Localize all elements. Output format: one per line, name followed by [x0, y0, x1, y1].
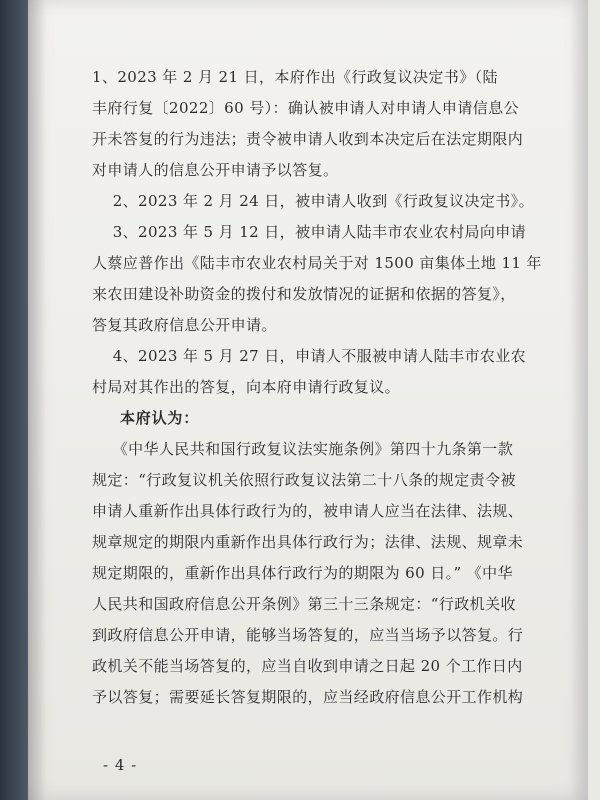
page-number: - 4 -: [103, 756, 138, 774]
paragraph-2: 2、2023 年 2 月 24 日，被申请人收到《行政复议决定书》。: [92, 192, 534, 210]
section-heading: 本府认为：: [120, 409, 200, 427]
body-paragraph: 《中华人民共和国行政复议法实施条例》第四十九条第一款 规定：“行政复议机关依照行政复议法第二十八条的规定责令被 申请人重新作出具体行政行为的，被申请人应当在法律、法规、 规章规定的期限内重新作出具体行政行为；法律、法规、规章未 规定期限的，重新作出具体行政行为的期限为 60 日。” 《中华 人民共和国政府信息公开条例》第三十三条规定：“行政机关收 到政府信息公开申请，能够当场答复的，应当当场予以答复。行 政机关不能当场答复的，应当自收到申请之日起 20 个工作日内 予以答复；需要延长答复期限的，应当经政府信息公开工作机构: [92, 440, 524, 706]
document-text: [92, 62, 562, 713]
page-edge-shadow: [570, 0, 588, 800]
paragraph-3: 3、2023 年 5 月 12 日，被申请人陆丰市农业农村局向申请 人蔡应普作出《陆丰市农业农村局关于对 1500 亩集体土地 11 年 来农田建设补助资金的拨付和发放情况的证据和依据的答复》， 答复其政府信息公开申请。: [92, 223, 542, 334]
paragraph-1: 1、2023 年 2 月 21 日，本府作出《行政复议决定书》（陆 丰府行复〔2022〕60 号）：确认被申请人对申请人申请信息公 开未答复的行为违法；责令被申请人收到本决定后在法定期限内 对申请人的信息公开申请予以答复。: [92, 68, 524, 179]
paragraph-4: 4、2023 年 5 月 27 日，申请人不服被申请人陆丰市农业农 村局对其作出的答复，向本府申请行政复议。: [92, 347, 527, 396]
